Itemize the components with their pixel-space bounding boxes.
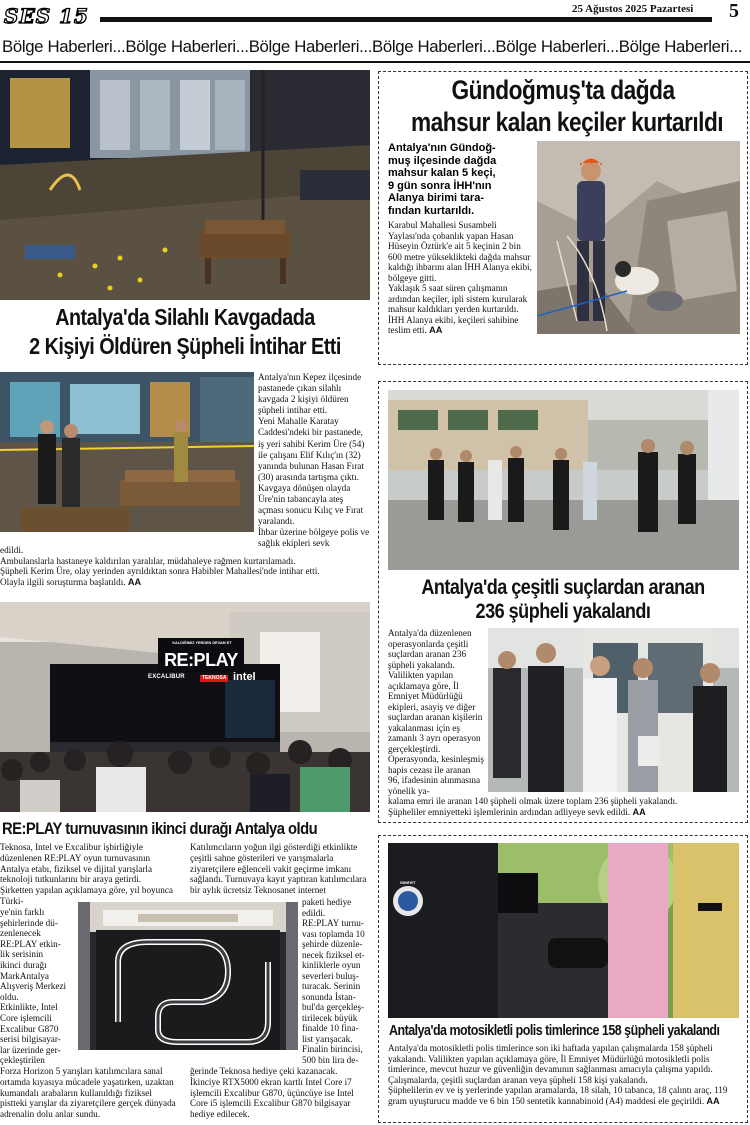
shooting-last-sentence: Olayla ilgili soruşturma başlatıldı. — [0, 576, 126, 587]
replay-track-photo — [78, 902, 298, 1050]
replay-col2-side-line: şehirde düzenle- — [302, 939, 363, 949]
shooting-pastry-shop-photo — [0, 372, 254, 532]
booth-brand-excalibur: EXCALIBUR — [148, 674, 185, 680]
goats-lead-line: 9 gün sonra İHH'nın — [388, 179, 492, 192]
replay-col2-side-line: 500 bin lira de- — [302, 1054, 359, 1065]
goats-lead-line: fından kurtarıldı. — [388, 204, 475, 217]
replay-col2-side-line: severleri buluş- — [302, 970, 359, 981]
replay-col1-side-line: MarkAntalya — [0, 970, 49, 981]
replay-col2-side-line: necek fiziksel et- — [302, 949, 365, 960]
shooting-headline-line1: Antalya'da Silahlı Kavgadada — [55, 304, 315, 330]
arrests-headline-line1: Antalya'da çeşitli suçlardan aranan — [421, 576, 705, 599]
moto-police-photo — [388, 843, 739, 1018]
section-banner: Bölge Haberleri...Bölge Haberleri...Bölge Haberleri...Bölge Haberleri...Bölge Haberleri...Bölge Haberleri... — [2, 37, 743, 56]
booth-tagline: KALDIĞIMIZ YERDEN DEVAM ET — [172, 641, 232, 645]
replay-col2-side — [302, 897, 372, 1065]
replay-col2-side-line: bul'da gerçekleş- — [302, 1002, 365, 1012]
replay-col1-bottom: Forza Horizon 5 yarışları katılımcılara sanal ortamda kıyasıya mücadele yaşatırken, uzaktan kumandalı arabaların kullanıldığı fiziksel pistteki yarışlar da ziyaretçilere gerçek dünyada adrenalin dolu anlar sundu. — [0, 1066, 176, 1120]
goats-lead-line: mahsur kalan 5 keçi, — [388, 167, 496, 179]
arrests-paragraph: Operasyonda, kesinleşmiş hapis cezası ile aranan 96, ifadesinin alınmasına yönelik ya- — [388, 754, 484, 796]
moto-last-sentence: Şüphelilerin ev ve iş yerlerinde yapılan aramalarda, 18 silah, 10 tabanca, 18 çalıntı araç, 119 gram uyuşturucu madde ve 6 bin 150 sentetik kannabinoid (A4) maddesi ele geçirildi. — [388, 1085, 728, 1106]
arrests-wide-line: kalama emri ile aranan 140 şüpheli olmak üzere toplam 236 şüpheli yakalandı. — [388, 796, 678, 806]
shooting-wide-line — [0, 577, 370, 588]
replay-col1-side-line: Etkinlikte, Intel — [0, 1002, 58, 1013]
replay-col1-side-line: çekleştirilen — [0, 1055, 45, 1066]
replay-col2-top: Katılımcıların yoğun ilgi gösterdiği etkinlikte çeşitli sahne gösterileri ve yarışmalarla ziyaretçilere eğlenceli vakit geçirme imkanı sağlandı. Turnuvaya kayıt yaptıran katılımcılara bir aylık ücretsiz Teknosanet internet — [190, 842, 367, 896]
shooting-street-photo — [0, 70, 370, 300]
police-badge-label: EMNİYET — [400, 881, 416, 885]
replay-headline: RE:PLAY turnuvasının ikinci durağı Antalya oldu — [2, 819, 318, 838]
goats-rescue-photo — [537, 141, 740, 334]
arrests-column-text — [388, 628, 484, 796]
replay-col1-side-line: oldu. — [0, 991, 19, 1002]
replay-col2-side-line: turacak. Serinin — [302, 981, 361, 991]
replay-col2-side-line: kinliklerle oyun — [302, 960, 361, 970]
moto-paragraph: Çalışmalarda, çeşitli suçlardan aranan veya şüpheli 158 kişi yakalandı. — [388, 1074, 648, 1085]
replay-col1-side-line: Alışveriş Merkezi — [0, 981, 67, 992]
arrests-headline-line2: 236 şüpheli yakalandı — [475, 600, 651, 623]
replay-col1-side-line: Core işlemcili — [0, 1012, 52, 1023]
booth-brand-intel: intel — [233, 671, 256, 683]
logo: SES 15 — [4, 4, 89, 28]
moto-paragraph — [388, 1085, 744, 1106]
replay-col1-side-line: lar üzerinde ger- — [0, 1044, 61, 1055]
replay-col2-side-line: list yarışacak. — [302, 1033, 353, 1044]
replay-col2-side-line: RE:PLAY turnu- — [302, 918, 364, 928]
issue-date: 25 Ağustos 2025 Pazartesi — [572, 3, 694, 15]
replay-col1-side-line: Excalibur G870 — [0, 1023, 59, 1034]
replay-col2-side-line: paketi hediye — [302, 897, 352, 907]
replay-col1-side-line: ye'nin farklı — [0, 907, 45, 917]
arrests-paragraph: Valilikten yapılan açıklamaya göre, İl Emniyet Müdürlüğü ekipleri, asayiş ve diğer suçlardan aranan kişilerin yakalanması için eş zamanlı 3 ayrı operasyon gerçekleştirdi. — [388, 670, 483, 754]
replay-col1-top2: Şirketten yapılan açıklamaya göre, yıl boyunca Türki- — [0, 885, 173, 906]
replay-event-photo — [0, 602, 370, 812]
goats-paragraph: Karabul Mahallesi Susambeli Yaylası'nda çobanlık yapan Hasan Hüseyin Öztürk'e ait 5 keçinin 2 bin 600 metre yükseklikteki dağda mahsur kaldığı ihbarını alan İHH Alanya ekibi, bölgeye gitti. — [388, 220, 532, 283]
replay-col2-side-line: sonunda İstan- — [302, 991, 356, 1002]
arrests-headline — [407, 576, 718, 624]
replay-col1-top: Teknosa, Intel ve Excalibur işbirliğiyle düzenlenen RE:PLAY oyun turnuvasının Antalya etabı, fiziksel ve dijital yarışlarla teknoloji tutkunlarını bir araya getirdi. — [0, 842, 153, 885]
arrests-last-sentence: Şüpheliler emniyetteki işlemlerinin ardından adliyeye sevk edildi. — [388, 806, 631, 817]
arrests-paragraph: Antalya'da düzenlenen operasyonlarda çeşitli suçlardan aranan 236 şüpheli yakalandı. — [388, 628, 472, 670]
replay-col2-side-line: vası toplamda 10 — [302, 928, 365, 939]
arrests-signature: AA — [632, 806, 646, 817]
arrests-wide-line — [388, 807, 742, 818]
goats-paragraph — [388, 315, 534, 336]
goats-lead-line: muş ilçesinde dağda — [388, 154, 497, 167]
moto-body-text — [388, 1043, 744, 1107]
replay-col2-side-line: tirilecek büyük — [302, 1012, 358, 1023]
shooting-column-text — [258, 372, 370, 550]
replay-col2-side-line: finalde 10 fina- — [302, 1023, 359, 1033]
goats-lead-line: Antalya'nın Gündoğ- — [388, 142, 496, 154]
shooting-wide-line: edildi. — [0, 545, 24, 555]
goats-body-text — [388, 220, 534, 336]
arrests-wide-text — [388, 796, 742, 817]
shooting-paragraph: Kavgaya dönüşen olayda Üre'nin tabancayla ateş açması sonucu Kılıç ve Fırat yaralandı. — [258, 482, 364, 527]
arrests-detainees-photo — [488, 628, 739, 792]
page-number: 5 — [729, 0, 739, 22]
goats-headline — [410, 74, 724, 138]
shooting-paragraph: Yeni Mahalle Karatay Caddesi'ndeki bir pastanede, iş yeri sahibi Kerim Üre (54) ile çalışanı Elif Kılıç'ın (32) yanında bulunan Hasan Fırat (30) arasında tartışma çıktı. — [258, 416, 365, 482]
replay-col1-side-line: ikinci durağı — [0, 959, 47, 970]
arrests-police-photo — [388, 390, 739, 570]
replay-col1-side-line: lik serisinin — [0, 949, 44, 960]
shooting-headline — [26, 303, 344, 361]
replay-col1-side-line: zenlenecek — [0, 928, 41, 939]
replay-col1-side-line: serisi bilgisayar- — [0, 1034, 61, 1045]
booth-replay-sign: RE:PLAY — [164, 650, 238, 670]
shooting-paragraph: Antalya'nın Kepez ilçesinde pastanede çıkan silahlı kavgada 2 kişiyi öldüren şüpheli intihar etti. — [258, 372, 362, 416]
moto-headline: Antalya'da motosikletli polis timlerince 158 şüpheli yakalandı — [389, 1022, 720, 1039]
replay-col1-side — [0, 907, 78, 1066]
goats-headline-line2: mahsur kalan keçiler kurtarıldı — [410, 107, 724, 137]
goats-signature: AA — [429, 325, 443, 335]
goats-lead-line: Alanya birimi tara- — [388, 192, 484, 204]
replay-col1-side-line: RE:PLAY etkin- — [0, 938, 61, 949]
moto-paragraph: Antalya'da motosikletli polis timlerince son iki haftada yapılan çalışmalarda 158 şüpheli yakalandı. Valilikten yapılan açıklamaya göre, İl Emniyet Müdürlüğü motosikletli polis timlerince, mevcut huzur ve güvenliğin devamının sağlanması amacıyla çalışma yapıldı. — [388, 1043, 713, 1075]
masthead — [0, 0, 750, 36]
banner-rule — [0, 61, 750, 63]
shooting-wide-line: Ambulanslarla hastaneye kaldırılan yaralılar, müdahaleye rağmen kurtarılamadı. — [0, 555, 296, 566]
shooting-wide-text — [0, 545, 370, 587]
goats-last-sentence: İHH Alanya ekibi, keçileri sahibine teslim etti. — [388, 314, 519, 335]
replay-col1-side-line: şehirlerinde dü- — [0, 917, 58, 928]
goats-paragraph: Yaklaşık 5 saat süren çalışmanın ardından keçiler, ipli sistem kurularak mahsur kaldıkları yerden kurtarıldı. — [388, 283, 528, 314]
shooting-headline-line2: 2 Kişiyi Öldüren Şüpheli İntihar Etti — [29, 333, 341, 359]
goats-headline-line1: Gündoğmuş'ta dağda — [451, 75, 675, 105]
replay-col2-side-line: edildi. — [302, 907, 326, 918]
shooting-paragraph: İhbar üzerine bölgeye polis ve sağlık ekipleri sevk — [258, 527, 370, 549]
replay-col2-side-line: Finalin birincisi, — [302, 1044, 363, 1054]
replay-col2-bottom: ğerinde Teknosa hediye çeki kazanacak. İkinciye RTX5000 ekran kartlı Intel Core i7 işlemcili Excalibur G870, üçüncüye ise Intel Core i5 işlemcili Excalibur G870 bilgisayar hediye edilecek. — [190, 1066, 354, 1120]
masthead-rule — [100, 17, 712, 22]
shooting-wide-line: Şüpheli Kerim Üre, olay yerinden ayrıldıktan sonra Habibler Mahallesi'nde intihar etti. — [0, 566, 320, 577]
goats-lead — [388, 142, 534, 217]
shooting-signature: AA — [127, 576, 142, 587]
moto-signature: AA — [706, 1095, 720, 1106]
booth-brand-teknosa: TEKNOSA — [202, 675, 227, 681]
